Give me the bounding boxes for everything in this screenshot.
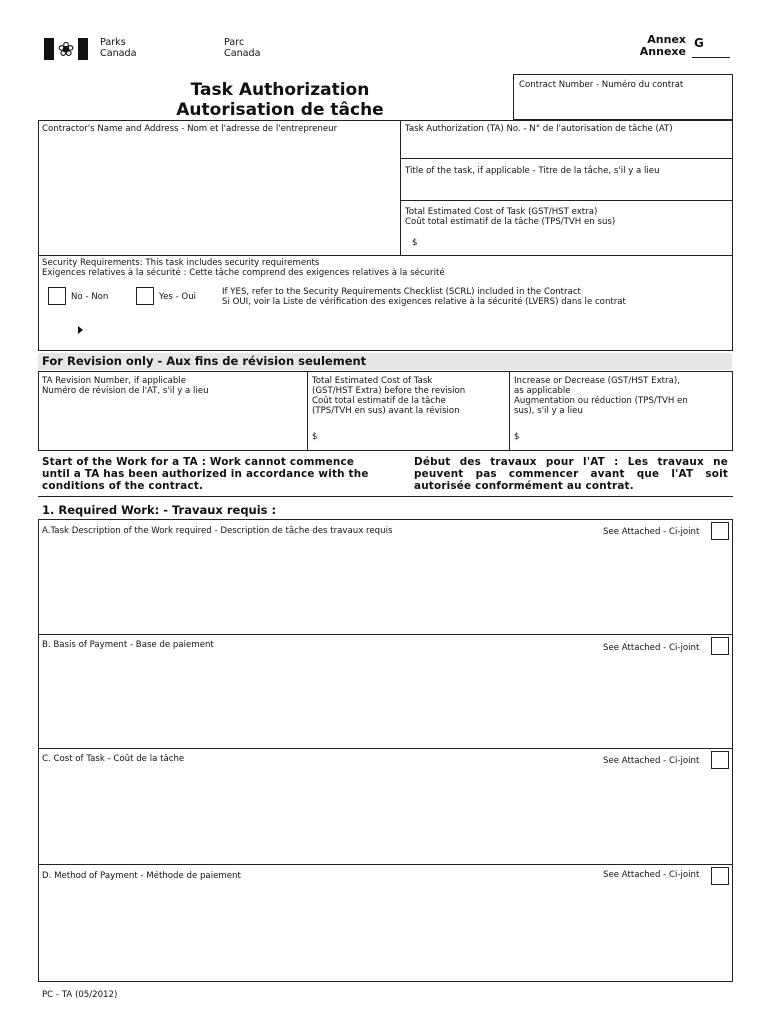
contract-number-field[interactable] — [513, 74, 733, 120]
section-b-field[interactable] — [39, 656, 732, 747]
start-en-line3: conditions of the contract. — [42, 480, 204, 492]
security-note-en: If YES, refer to the Security Requirements Checklist (SCRL) included in the Contract — [222, 287, 581, 297]
agency-fr-line1: Parc — [224, 37, 245, 48]
section-a-checkbox[interactable] — [711, 522, 729, 540]
task-title-label: Title of the task, if applicable - Titre de la tâche, s'il y a lieu — [405, 166, 660, 176]
section-c-divider — [38, 864, 733, 865]
security-yes-checkbox[interactable] — [136, 287, 154, 305]
security-yes-label: Yes - Oui — [159, 292, 197, 302]
maple-leaf-icon: ❀ — [57, 37, 75, 61]
required-work-heading: 1. Required Work: - Travaux requis : — [38, 502, 732, 519]
total-cost-fr: Coût total estimatif de la tâche (TPS/TVH en sus) — [405, 217, 616, 227]
annex-fr: Annexe — [639, 45, 686, 58]
cost-before-revision-field[interactable] — [312, 376, 506, 416]
section-d-label: D. Method of Payment - Méthode de paiement — [42, 871, 241, 881]
agency-en-line1: Parks — [100, 37, 126, 48]
start-notice-en — [42, 456, 392, 492]
ta-revision-fr: Numéro de révision de l'AT, s'il y a lieu — [42, 386, 209, 396]
section-d-checkbox[interactable] — [711, 867, 729, 885]
required-work-rule — [38, 496, 733, 497]
before-line2: (GST/HST Extra) before the revision — [312, 386, 466, 396]
security-no-label: No - Non — [71, 292, 109, 302]
agency-en — [100, 37, 137, 59]
start-en-line2: until a TA has been authorized in accordance with the — [42, 468, 369, 480]
security-no-checkbox[interactable] — [48, 287, 66, 305]
revision-divider-1 — [307, 371, 308, 451]
form-code: PC - TA (05/2012) — [42, 990, 118, 1000]
section-d-field[interactable] — [39, 886, 732, 981]
ta-revision-field[interactable] — [42, 376, 304, 396]
annex-en: Annex — [647, 33, 686, 46]
revision-divider-2 — [509, 371, 510, 451]
total-cost-label — [405, 207, 730, 227]
ta-number-divider — [400, 158, 733, 159]
contract-number-label: Contract Number - Numéro du contrat — [519, 80, 684, 90]
section-a-label: A.Task Description of the Work required - Description de tâche des travaux requis — [42, 526, 393, 536]
before-line3: Coût total estimatif de la tâche — [312, 396, 446, 406]
ta-revision-en: TA Revision Number, if applicable — [42, 376, 187, 386]
section-c-see-attached: See Attached - Ci-joint — [603, 756, 700, 766]
page-title — [150, 80, 410, 120]
before-dollar: $ — [312, 432, 318, 442]
task-title-divider — [400, 200, 733, 201]
agency-en-line2: Canada — [100, 48, 137, 59]
title-fr: Autorisation de tâche — [176, 100, 384, 120]
change-dollar: $ — [514, 432, 520, 442]
section-b-see-attached: See Attached - Ci-joint — [603, 643, 700, 653]
start-notice-fr — [414, 456, 728, 492]
security-line-fr: Exigences relatives à la sécurité : Cette tâche comprend des exigences relatives à la sécurité — [42, 268, 445, 278]
change-line4: sus), s'il y a lieu — [514, 406, 583, 416]
annex-underline — [692, 57, 730, 58]
annex-letter: G — [694, 36, 704, 50]
start-en-line1: Start of the Work for a TA : Work cannot commence — [42, 456, 355, 468]
start-fr-line2: peuvent pas commencer avant que l'AT soit — [414, 468, 728, 480]
section-a-field[interactable] — [39, 540, 732, 633]
top-grid-divider — [400, 120, 401, 256]
contractor-name-field[interactable] — [39, 136, 400, 254]
flag-bar-left — [44, 38, 54, 60]
security-yes-note — [222, 287, 727, 307]
cost-change-field[interactable] — [514, 376, 730, 416]
section-c-label: C. Cost of Task - Coût de la tâche — [42, 754, 185, 764]
before-line4: (TPS/TVH en sus) avant la révision — [312, 406, 460, 416]
section-a-see-attached: See Attached - Ci-joint — [603, 527, 700, 537]
annex-label — [630, 34, 686, 58]
section-a-divider — [38, 634, 733, 635]
title-en: Task Authorization — [190, 80, 370, 100]
before-line1: Total Estimated Cost of Task — [312, 376, 433, 386]
change-line2: as applicable — [514, 386, 571, 396]
total-cost-en: Total Estimated Cost of Task (GST/HST extra) — [405, 207, 598, 217]
security-text — [42, 258, 445, 278]
total-cost-dollar: $ — [412, 238, 418, 248]
flag-bar-right — [78, 38, 88, 60]
start-fr-line1: Début des travaux pour l'AT : Les travaux ne — [414, 456, 728, 468]
change-line1: Increase or Decrease (GST/HST Extra), — [514, 376, 680, 386]
agency-fr-line2: Canada — [224, 48, 261, 59]
section-c-checkbox[interactable] — [711, 751, 729, 769]
change-line3: Augmentation ou réduction (TPS/TVH en — [514, 396, 688, 406]
section-b-label: B. Basis of Payment - Base de paiement — [42, 640, 214, 650]
revision-heading: For Revision only - Aux fins de révision seulement — [38, 353, 732, 370]
security-note-fr: Si OUI, voir la Liste de vérification des exigences relative à la sécurité (LVERS) dans le contrat — [222, 297, 626, 307]
ta-number-label: Task Authorization (TA) No. - N° de l'autorisation de tâche (AT) — [405, 124, 673, 134]
triangle-right-icon — [78, 326, 83, 334]
start-fr-line3: autorisée conformément au contrat. — [414, 480, 634, 492]
contractor-name-label: Contractor's Name and Address - Nom et l'adresse de l'entrepreneur — [42, 124, 338, 134]
canada-flag-icon — [44, 38, 88, 60]
security-line-en: Security Requirements: This task includes security requirements — [42, 258, 320, 268]
section-b-checkbox[interactable] — [711, 637, 729, 655]
agency-fr — [224, 37, 261, 59]
section-d-see-attached: See Attached - Ci-joint — [603, 870, 700, 880]
section-c-field[interactable] — [39, 770, 732, 863]
section-b-divider — [38, 748, 733, 749]
